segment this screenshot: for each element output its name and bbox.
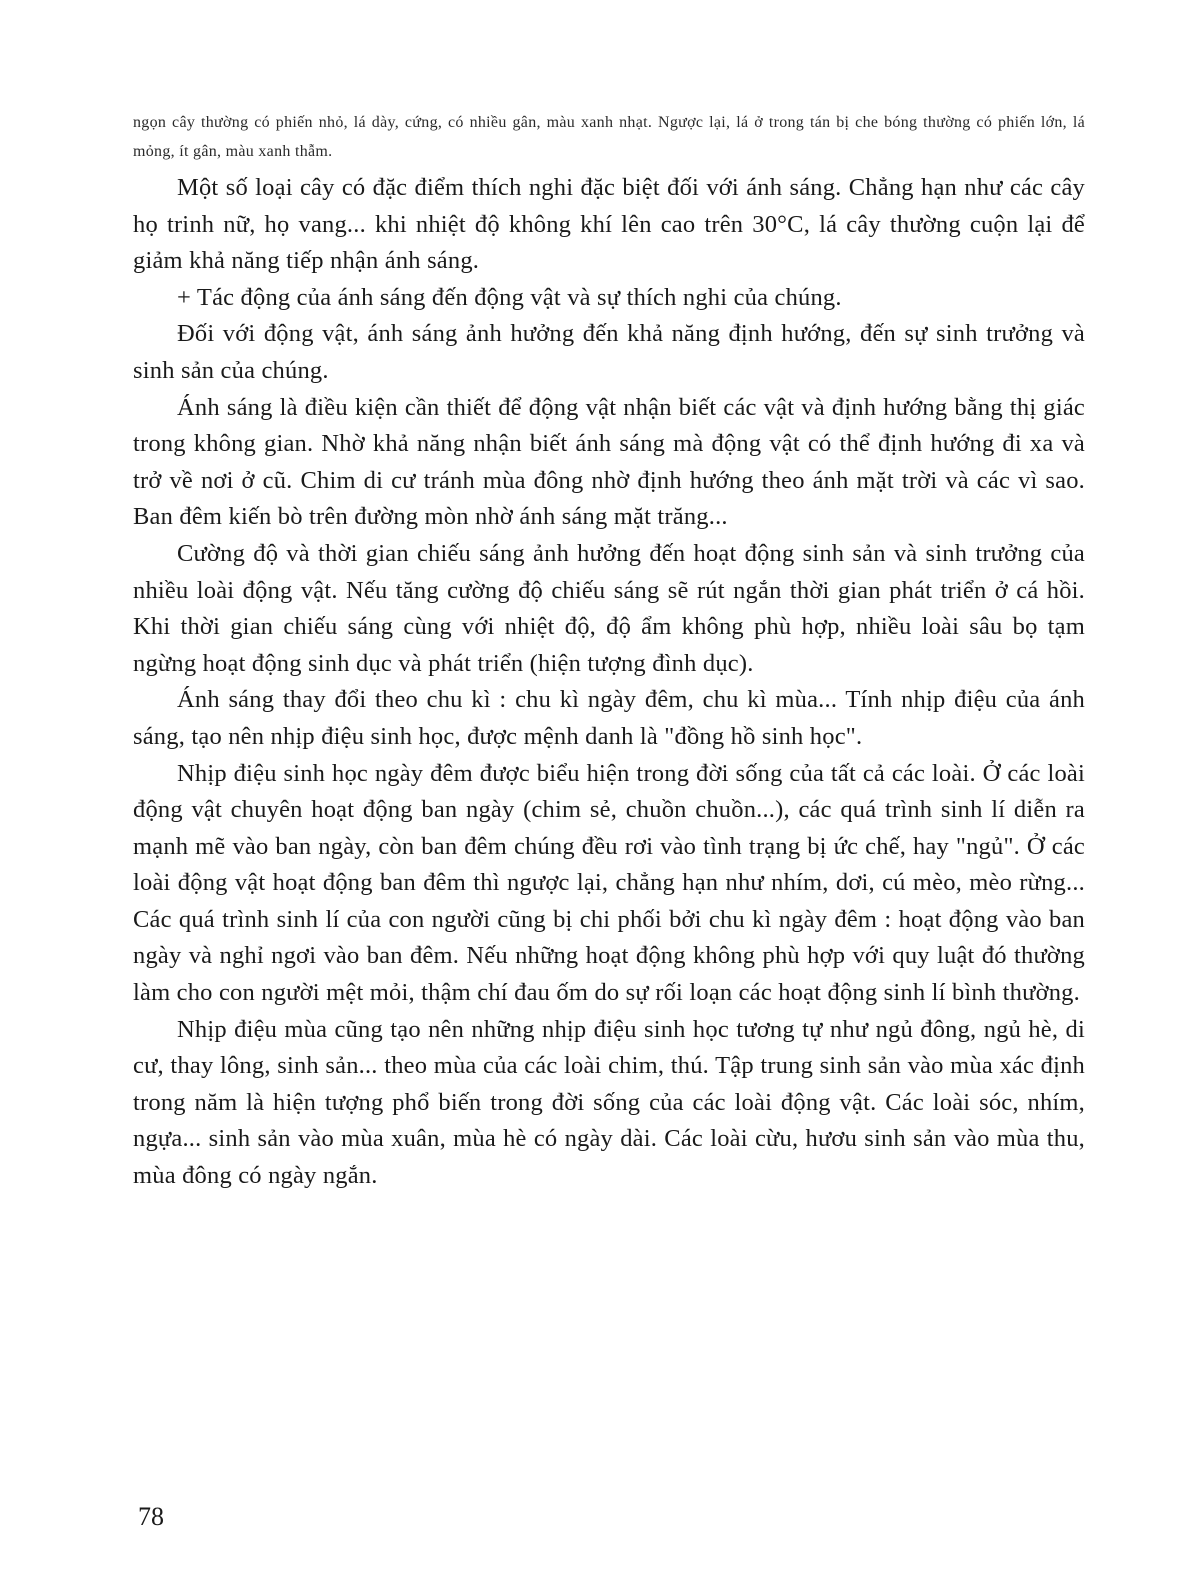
paragraph-intensity: Cường độ và thời gian chiếu sáng ảnh hưởng đến hoạt động sinh sản và sinh trưởng của nhiều loài động vật. Nếu tăng cường độ chiếu sáng sẽ rút ngắn thời gian phát triển ở cá hồi. Khi thời gian chiếu sáng cùng với nhiệt độ, độ ẩm không phù hợp, nhiều loài sâu bọ tạm ngừng hoạt động sinh dục và phát triển (hiện tượng đình dục). [133,539,1085,677]
page-number: 78 [138,1502,164,1531]
paragraph-cycles: Ánh sáng thay đổi theo chu kì : chu kì ngày đêm, chu kì mùa... Tính nhịp điệu của ánh sáng, tạo nên nhịp điệu sinh học, được mệnh danh là "đồng hồ sinh học". [133,686,1085,750]
paragraph-daily-rhythm: Nhịp điệu sinh học ngày đêm được biểu hiện trong đời sống của tất cả các loài. Ở các loài động vật chuyên hoạt động ban ngày (chim sẻ, chuồn chuồn...), các quá trình sinh lí diễn ra mạnh mẽ vào ban ngày, còn ban đêm chúng đều rơi vào tình trạng bị ức chế, hay "ngủ". Ở các loài động vật hoạt động ban đêm thì ngược lại, chẳng hạn như nhím, dơi, cú mèo, mèo rừng... Các quá trình sinh lí của con người cũng bị chi phối bởi chu kì ngày đêm : hoạt động vào ban ngày và nghỉ ngơi vào ban đêm. Nếu những hoạt động không phù hợp với quy luật đó thường làm cho con người mệt mỏi, thậm chí đau ốm do sự rối loạn các hoạt động sinh lí bình thường. [133,759,1085,1007]
paragraph-orientation: Ánh sáng là điều kiện cần thiết để động vật nhận biết các vật và định hướng bằng thị giác trong không gian. Nhờ khả năng nhận biết ánh sáng mà động vật có thể định hướng đi xa và trở về nơi ở cũ. Chim di cư tránh mùa đông nhờ định hướng theo ánh mặt trời và các vì sao. Ban đêm kiến bò trên đường mòn nhờ ánh sáng mặt trăng... [133,393,1085,531]
paragraph-animal-intro: Đối với động vật, ánh sáng ảnh hưởng đến khả năng định hướng, đến sự sinh trưởng và sinh sản của chúng. [133,320,1085,384]
paragraph-plant-adaptation: Một số loại cây có đặc điểm thích nghi đặc biệt đối với ánh sáng. Chẳng hạn như các cây họ trinh nữ, họ vang... khi nhiệt độ không khí lên cao trên 30°C, lá cây thường cuộn lại để giảm khả năng tiếp nhận ánh sáng. [133,174,1085,275]
paragraph-animal-heading: + Tác động của ánh sáng đến động vật và sự thích nghi của chúng. [177,283,842,311]
text-block [133,108,1085,1195]
intro-lines: ngọn cây thường có phiến nhỏ, lá dày, cứng, có nhiều gân, màu xanh nhạt. Ngược lại, lá ở trong tán bị che bóng thường có phiến lớn, lá mỏng, ít gân, màu xanh thẫm. [133,114,1085,160]
paragraph-seasonal-rhythm: Nhịp điệu mùa cũng tạo nên những nhịp điệu sinh học tương tự như ngủ đông, ngủ hè, di cư, thay lông, sinh sản... theo mùa của các loài chim, thú. Tập trung sinh sản vào mùa xác định trong năm là hiện tượng phổ biến trong đời sống của các loài động vật. Các loài sóc, nhím, ngựa... sinh sản vào mùa xuân, mùa hè có ngày dài. Các loài cừu, hươu sinh sản vào mùa thu, mùa đông có ngày ngắn. [133,1015,1085,1190]
